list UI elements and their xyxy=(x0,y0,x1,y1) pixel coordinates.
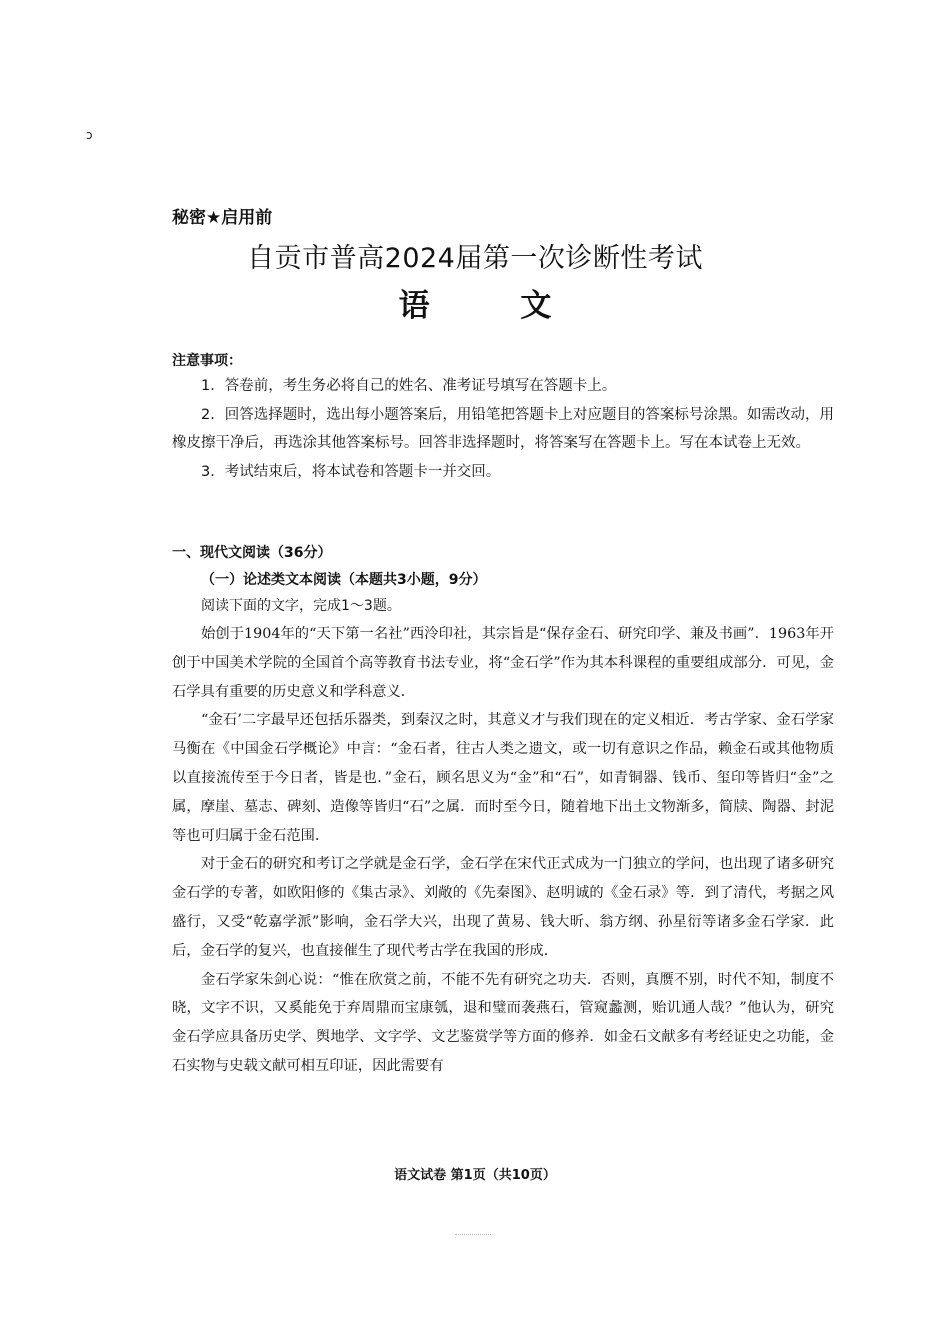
reading-section xyxy=(172,542,834,1081)
notes-list xyxy=(172,372,834,486)
exam-title: 自贡市普高2024届第一次诊断性考试 xyxy=(247,243,703,274)
scan-smudge xyxy=(455,1234,491,1238)
section-heading: 一、现代文阅读（36分） xyxy=(172,545,332,561)
passage-paragraph: 始创于1904年的“天下第一名社”西泠印社，其宗旨是“保存金石、研究印学、兼及书画”．1963年开创于中国美术学院的全国首个高等教育书法专业，将“金石学”作为其本科课程的重要组成部分．可见，金石学具有重要的历史意义和学科意义． xyxy=(172,626,834,700)
corner-mark: ɔ xyxy=(86,128,93,142)
subject-title: 语 文 xyxy=(398,288,592,324)
passage-paragraph: “金石’二字最早还包括乐器类，到秦汉之时，其意义才与我们现在的定义相近．考古学家、金石学家马衡在《中国金石学概论》中言：“金石者，往古人类之遗文，或一切有意识之作品，赖金石或其他物质以直接流传至于今日者，皆是也．”金石，顾名思义为“金”和“石”，如青铜器、钱币、玺印等皆归“金”之属，摩崖、墓志、碑刻、造像等皆归“石”之属．而时至今日，随着地下出土文物渐多，简牍、陶器、封泥等也可归属于金石范围． xyxy=(172,712,834,844)
reading-instruction: 阅读下面的文字，完成1～3题。 xyxy=(201,598,401,614)
passage-paragraph: 对于金石的研究和考订之学就是金石学，金石学在宋代正式成为一门独立的学问，也出现了诸多研究金石学的专著，如欧阳修的《集古录》、刘敞的《先秦图》、赵明诚的《金石录》等．到了清代，考据之风盛行，又受“乾嘉学派”影响，金石学大兴，出现了黄易、钱大昕、翁方纲、孙星衍等诸多金石学家．此后，金石学的复兴，也直接催生了现代考古学在我国的形成． xyxy=(172,856,834,959)
note-item: 3．考试结束后，将本试卷和答题卡一并交回。 xyxy=(201,463,501,480)
confidential-label: 秘密★启用前 xyxy=(172,208,273,228)
subsection-heading: （一）论述类文本阅读（本题共3小题，9分） xyxy=(201,572,487,588)
reading-passage xyxy=(172,620,834,1081)
notes-heading: 注意事项： xyxy=(172,353,242,369)
page-footer: 语文试卷 第1页（共10页） xyxy=(394,1168,556,1183)
passage-paragraph: 金石学家朱剑心说：“惟在欣赏之前，不能不先有研究之功夫．否则，真赝不别，时代不知，制度不晓，文字不识，又奚能免于弃周鼎而宝康瓠，退和璧而袭燕石，管窥蠡测，贻讥通人哉？”他认为，研究金石学应具备历史学、舆地学、文字学、文艺鉴赏学等方面的修养．如金石文献多有考经证史之功能，金石实物与史载文献可相互印证，因此需要有 xyxy=(172,971,834,1074)
note-item: 2．回答选择题时，选出每小题答案后，用铅笔把答题卡上对应题目的答案标号涂黑。如需改动，用橡皮擦干净后，再选涂其他答案标号。回答非选择题时，将答案写在答题卡上。写在本试卷上无效。 xyxy=(172,406,834,451)
note-item: 1．答卷前，考生务必将自己的姓名、准考证号填写在答题卡上。 xyxy=(201,378,617,394)
